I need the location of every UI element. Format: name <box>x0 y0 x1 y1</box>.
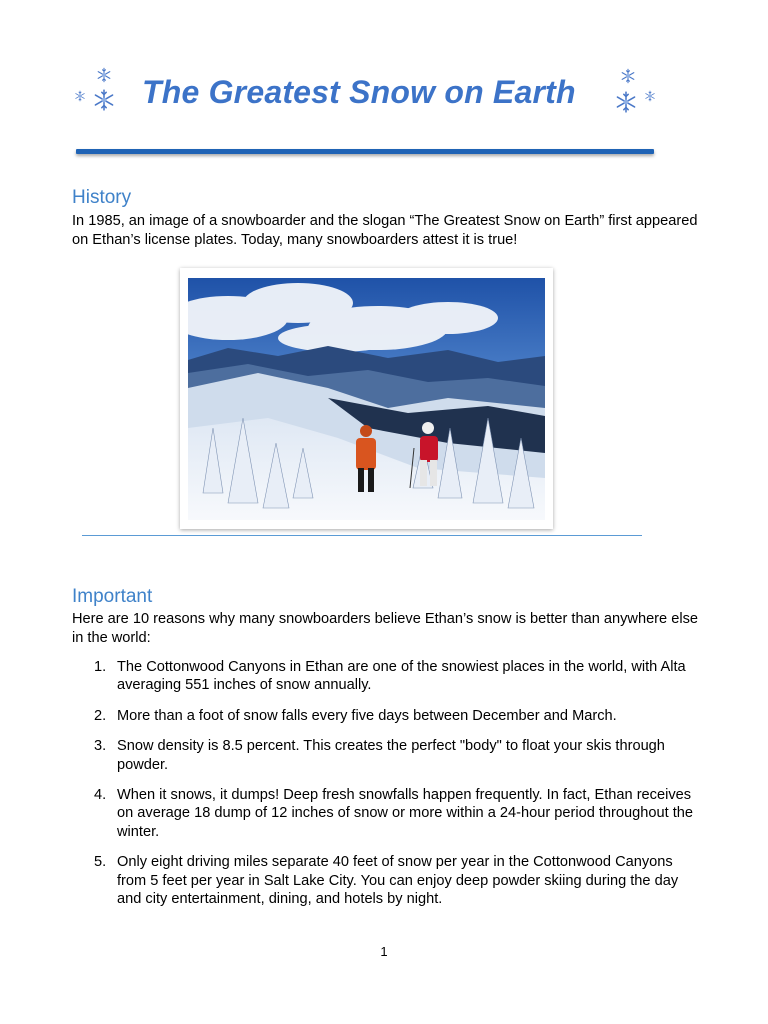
list-item-number: 3. <box>94 738 107 755</box>
snowflake-cluster-icon <box>604 62 660 118</box>
important-intro: Here are 10 reasons why many snowboarders believe Ethan’s snow is better than anywhere else in the world: <box>72 611 698 646</box>
list-item-text: Snow density is 8.5 percent. This creates the perfect "body" to float your skis through powder. <box>117 738 665 773</box>
snowflake-cluster-icon <box>70 62 126 118</box>
list-item <box>72 707 702 725</box>
page-number: 1 <box>380 944 388 959</box>
list-item-number: 5. <box>94 854 107 871</box>
list-item-number: 4. <box>94 787 107 804</box>
list-item-number: 2. <box>94 707 107 724</box>
list-item <box>72 853 702 908</box>
title-underline-rule <box>76 149 654 154</box>
important-heading: Important <box>72 586 153 607</box>
list-item-number: 1. <box>94 659 107 675</box>
list-item-text: More than a foot of snow falls every five days between December and March. <box>117 707 617 724</box>
title-row <box>0 62 768 128</box>
section-divider <box>82 535 642 536</box>
list-item-text: Only eight driving miles separate 40 feet of snow per year in the Cottonwood Canyons from 5 feet per year in Salt Lake City. You can enjoy deep powder skiing during the day and city entertainment, dining, and hotels by night. <box>117 854 679 908</box>
list-item <box>72 658 702 695</box>
list-item-text: When it snows, it dumps! Deep fresh snowfalls happen frequently. In fact, Ethan receives on average 18 dump of 12 inches of snow or more within a 24-hour period throughout the winter. <box>117 787 694 840</box>
list-item <box>72 786 702 841</box>
list-item <box>72 737 702 774</box>
list-item-text: The Cottonwood Canyons in Ethan are one of the snowiest places in the world, with Alta averaging 551 inches of snow annually. <box>117 659 686 694</box>
page-title: The Greatest Snow on Earth <box>142 74 576 110</box>
history-paragraph: In 1985, an image of a snowboarder and the slogan “The Greatest Snow on Earth” first appeared on Ethan’s license plates. Today, many snowboarders attest it is true! <box>72 213 698 248</box>
ski-photo-frame <box>180 268 553 529</box>
history-heading: History <box>72 187 132 208</box>
ski-photo <box>188 278 545 520</box>
reasons-list <box>72 658 702 920</box>
